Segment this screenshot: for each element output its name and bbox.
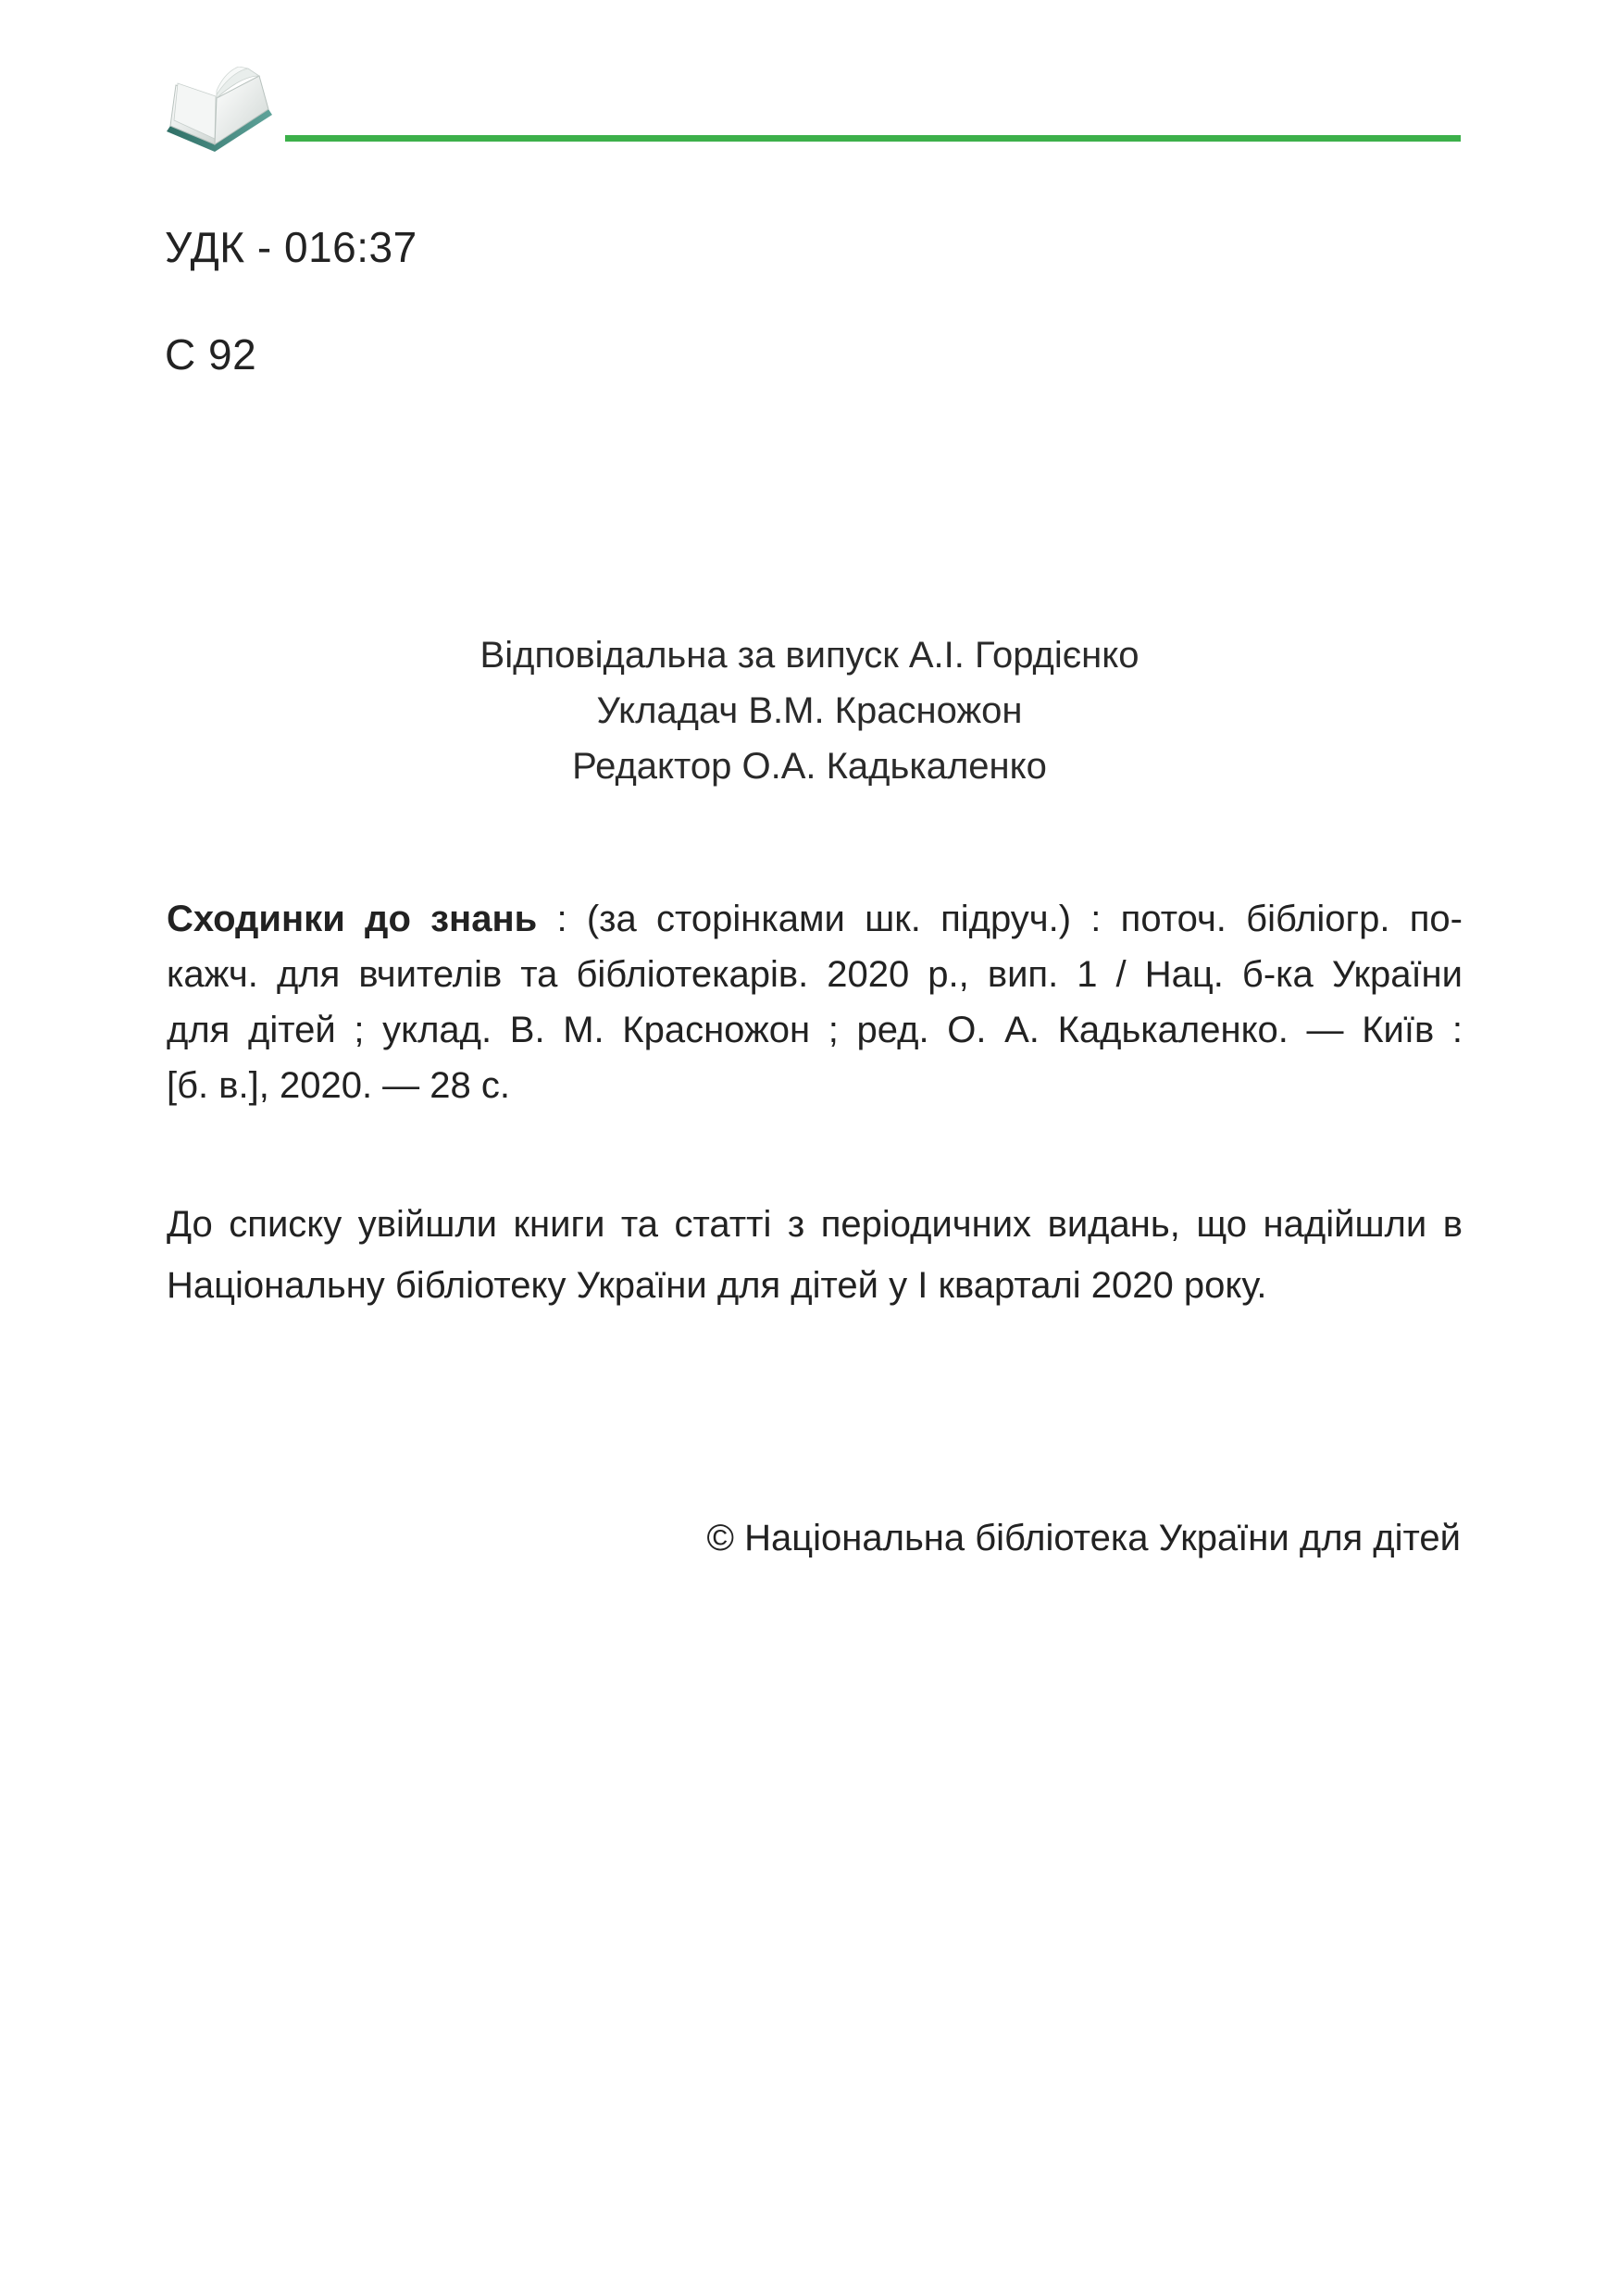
copyright-notice: © Національна бібліотека України для дітей — [706, 1518, 1461, 1558]
open-book-icon — [159, 67, 280, 168]
header-green-rule — [285, 135, 1461, 142]
note-line-1: До списку увійшли книги та статті з періодичних видань, що надійшли в — [167, 1204, 1463, 1245]
udk-code: УДК - 016:37 — [165, 223, 417, 271]
bibliographic-description — [167, 891, 1463, 1113]
note-line-2: Національну бібліотеку України для дітей у І кварталі 2020 року. — [167, 1265, 1267, 1306]
bib-line-2: кажч. для вчителів та бібліотекарів. 2020 р., вип. 1 / Нац. б-ка України — [167, 954, 1463, 995]
annotation-note — [167, 1194, 1463, 1316]
book-title: Сходинки до знань — [167, 899, 538, 939]
cutter-code: С 92 — [165, 330, 257, 379]
bib-line-1-rest: : (за сторінками шк. підруч.) : поточ. бібліогр. по- — [537, 899, 1463, 939]
bib-line-3: для дітей ; уклад. В. М. Красножон ; ред. О. А. Кадькаленко. — Київ : — [167, 1010, 1463, 1050]
bib-line-1 — [167, 891, 1463, 947]
editor: Редактор О.А. Кадькаленко — [572, 746, 1047, 787]
credits-block — [0, 627, 1619, 794]
bib-line-4: [б. в.], 2020. — 28 с. — [167, 1065, 510, 1106]
compiler: Укладач В.М. Красножон — [596, 690, 1023, 731]
responsible-person: Відповідальна за випуск А.І. Гордієнко — [479, 635, 1140, 676]
